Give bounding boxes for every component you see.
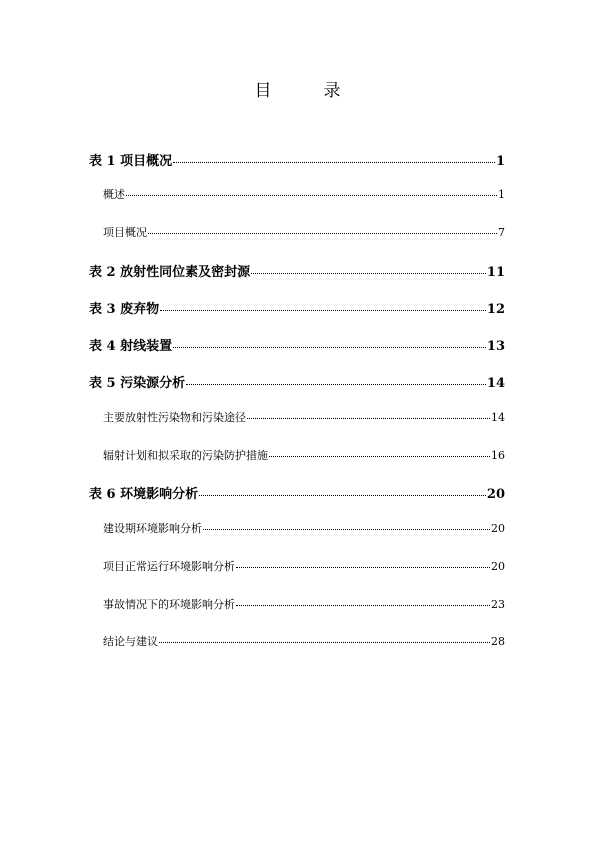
title-char-1: 目 [254, 81, 272, 101]
toc-page-number: 20 [491, 560, 505, 573]
toc-page-number: 23 [491, 598, 505, 611]
toc-page-number: 1 [498, 188, 505, 201]
toc-entry-label: 项目概况 [103, 226, 147, 239]
dot-leader [251, 272, 486, 274]
toc-entry-section[interactable] [103, 596, 505, 612]
dot-leader [203, 528, 490, 530]
toc-page-number: 14 [491, 411, 505, 424]
dot-leader [199, 494, 486, 496]
toc-page-number: 20 [486, 487, 505, 502]
toc-entry-chapter-1[interactable] [89, 150, 505, 169]
toc-page-number: 11 [486, 265, 505, 280]
toc-entry-section[interactable] [103, 633, 505, 649]
dot-leader [236, 604, 490, 606]
toc-entry-label: 结论与建议 [103, 635, 158, 648]
toc-entry-section[interactable] [103, 520, 505, 536]
toc-entry-label: 表 2 放射性同位素及密封源 [89, 265, 251, 280]
toc-entry-label: 表 1 项目概况 [89, 154, 173, 169]
toc-entry-label: 表 4 射线装置 [89, 339, 173, 354]
toc-entry-section[interactable] [103, 447, 505, 463]
toc-entry-label: 辐射计划和拟采取的污染防护措施 [103, 449, 268, 462]
toc-entry-label: 表 5 污染源分析 [89, 376, 186, 391]
toc-entry-section[interactable] [103, 558, 505, 574]
toc-entry-label: 概述 [103, 188, 125, 201]
toc-page-number: 13 [486, 339, 505, 354]
toc-entry-section[interactable] [103, 186, 505, 202]
dot-leader [173, 161, 495, 163]
toc-entry-section[interactable] [103, 409, 505, 425]
toc-page-number: 7 [498, 226, 505, 239]
toc-entry-label: 项目正常运行环境影响分析 [103, 560, 235, 573]
toc-entry-label: 表 3 废弃物 [89, 302, 160, 317]
toc-entry-chapter-3[interactable] [89, 298, 505, 317]
page-title [0, 76, 595, 101]
toc-entry-label: 事故情况下的环境影响分析 [103, 598, 235, 611]
toc-entry-section[interactable] [103, 224, 505, 240]
dot-leader [173, 346, 486, 348]
toc-page-number: 28 [491, 635, 505, 648]
toc-page-number: 12 [486, 302, 505, 317]
toc-entry-chapter-5[interactable] [89, 372, 505, 391]
dot-leader [269, 455, 490, 457]
dot-leader [247, 417, 490, 419]
dot-leader [186, 383, 486, 385]
toc-page-number: 14 [486, 376, 505, 391]
toc-entry-chapter-2[interactable] [89, 261, 505, 280]
toc-page-number: 16 [491, 449, 505, 462]
toc-entry-label: 主要放射性污染物和污染途径 [103, 411, 246, 424]
toc-page-number: 1 [495, 154, 505, 169]
toc-entry-chapter-4[interactable] [89, 335, 505, 354]
toc-entry-label: 表 6 环境影响分析 [89, 487, 199, 502]
toc-entry-chapter-6[interactable] [89, 483, 505, 502]
title-char-2: 录 [323, 81, 341, 101]
dot-leader [126, 194, 497, 196]
dot-leader [159, 641, 490, 643]
dot-leader [236, 566, 490, 568]
dot-leader [148, 232, 497, 234]
toc-page-number: 20 [491, 522, 505, 535]
toc-entry-label: 建设期环境影响分析 [103, 522, 202, 535]
dot-leader [160, 309, 486, 311]
